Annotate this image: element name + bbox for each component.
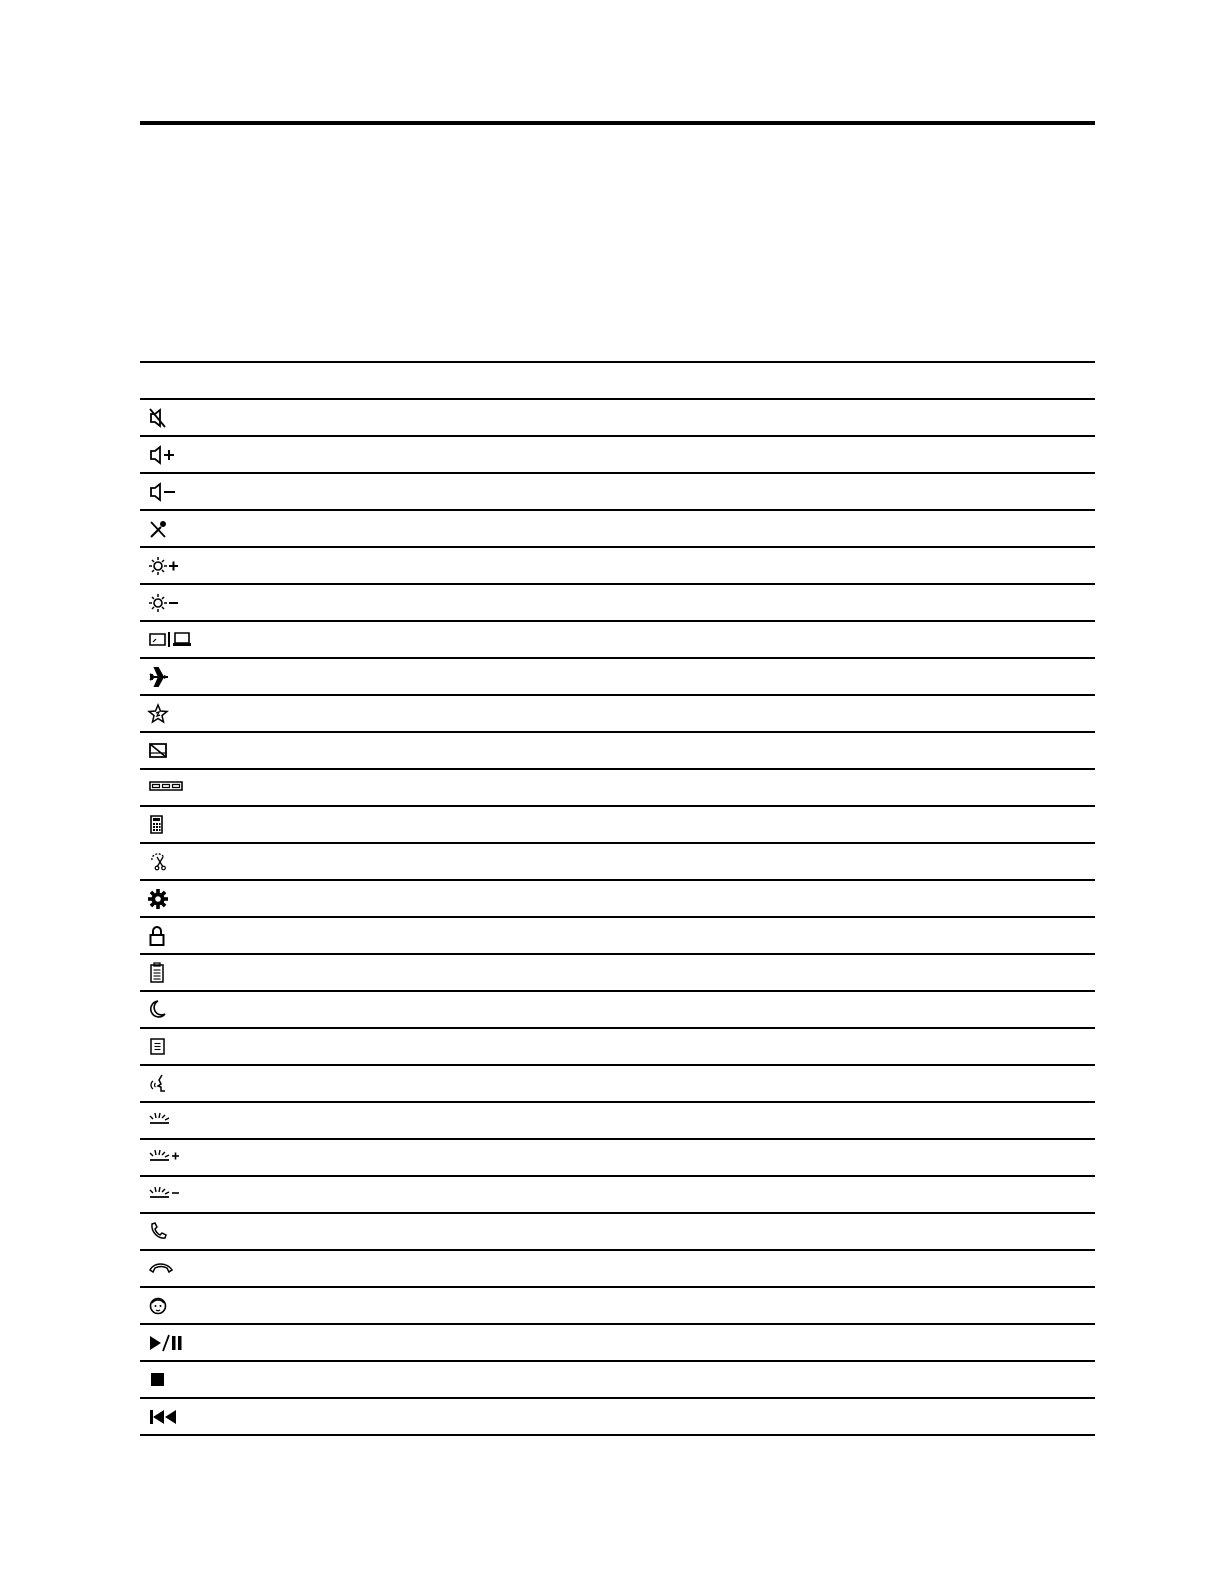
table-row bbox=[140, 622, 1095, 659]
table-row bbox=[140, 1029, 1095, 1066]
voice-assistant-icon bbox=[148, 1071, 198, 1097]
table-row bbox=[140, 770, 1095, 807]
table-row bbox=[140, 918, 1095, 955]
top-rule bbox=[140, 121, 1095, 125]
phone-hangup-icon bbox=[148, 1256, 198, 1282]
airplane-mode-icon bbox=[148, 664, 198, 690]
table-row bbox=[140, 955, 1095, 992]
keyboard-layout-icon bbox=[148, 775, 198, 801]
table-row bbox=[140, 437, 1095, 474]
table-row bbox=[140, 585, 1095, 622]
table-row bbox=[140, 511, 1095, 548]
table-row bbox=[140, 1325, 1095, 1362]
volume-down-icon bbox=[148, 479, 198, 505]
sleep-moon-icon bbox=[148, 997, 198, 1023]
microphone-mute-icon bbox=[148, 516, 198, 542]
stop-icon bbox=[148, 1367, 198, 1393]
function-key-table bbox=[140, 361, 1095, 1436]
table-row bbox=[140, 400, 1095, 437]
table-row bbox=[140, 548, 1095, 585]
brightness-up-icon bbox=[148, 553, 198, 579]
table-row bbox=[140, 1066, 1095, 1103]
table-row bbox=[140, 807, 1095, 844]
previous-track-icon bbox=[148, 1404, 198, 1430]
speaker-mute-icon bbox=[148, 405, 198, 431]
table-row bbox=[140, 1214, 1095, 1251]
table-row bbox=[140, 1399, 1095, 1436]
touchpad-disable-icon bbox=[148, 738, 198, 764]
display-switch-icon bbox=[148, 627, 198, 653]
keyboard-backlight-up-icon bbox=[148, 1145, 198, 1171]
table-row bbox=[140, 1251, 1095, 1288]
lock-icon bbox=[148, 923, 198, 949]
play-pause-icon bbox=[148, 1330, 198, 1356]
volume-up-icon bbox=[148, 442, 198, 468]
table-header-row bbox=[140, 363, 1095, 400]
table-row bbox=[140, 1288, 1095, 1325]
table-row bbox=[140, 1362, 1095, 1399]
snipping-tool-icon bbox=[148, 849, 198, 875]
table-row bbox=[140, 992, 1095, 1029]
calculator-icon bbox=[148, 812, 198, 838]
camera-face-icon bbox=[148, 1293, 198, 1319]
table-row bbox=[140, 1103, 1095, 1140]
table-row bbox=[140, 1177, 1095, 1214]
phone-answer-icon bbox=[148, 1219, 198, 1245]
table-row bbox=[140, 733, 1095, 770]
table-row bbox=[140, 881, 1095, 918]
favorite-star-icon bbox=[148, 701, 198, 727]
table-row bbox=[140, 474, 1095, 511]
table-row bbox=[140, 659, 1095, 696]
clipboard-icon bbox=[148, 960, 198, 986]
keyboard-backlight-icon bbox=[148, 1108, 198, 1134]
table-row bbox=[140, 696, 1095, 733]
keyboard-backlight-down-icon bbox=[148, 1182, 198, 1208]
brightness-down-icon bbox=[148, 590, 198, 616]
menu-list-icon bbox=[148, 1034, 198, 1060]
settings-gear-icon bbox=[148, 886, 198, 912]
table-row bbox=[140, 844, 1095, 881]
table-row bbox=[140, 1140, 1095, 1177]
